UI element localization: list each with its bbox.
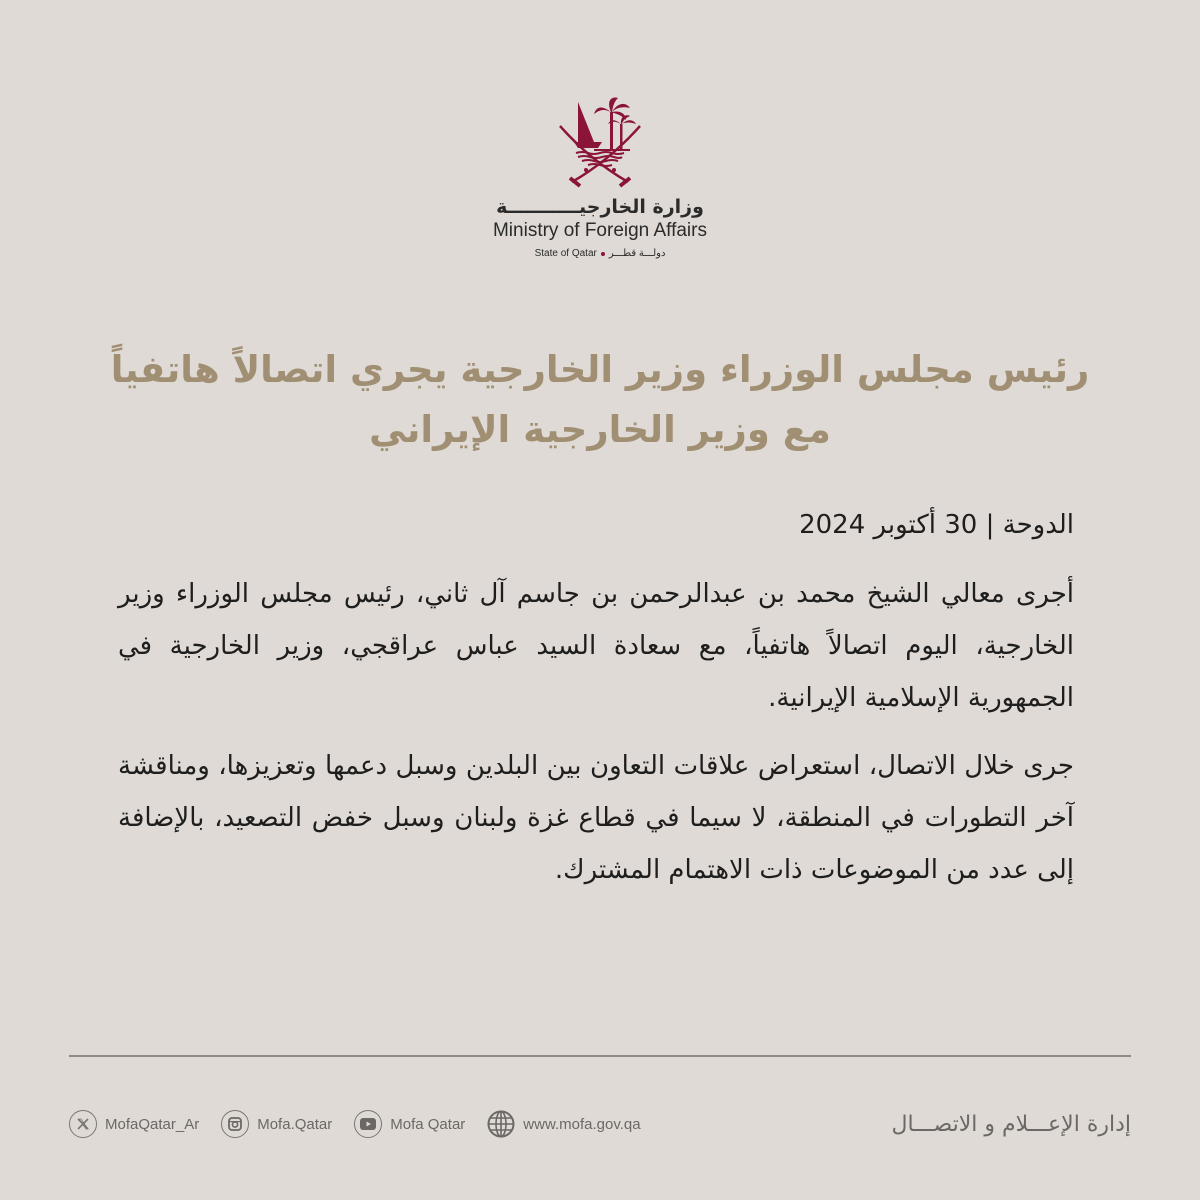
- ministry-name-arabic: وزارة الخارجيـــــــــــة: [496, 196, 704, 218]
- x-icon: [69, 1110, 97, 1138]
- social-link-website[interactable]: [487, 1110, 640, 1138]
- press-release-headline: [80, 340, 1120, 460]
- article-paragraph-1: أجرى معالي الشيخ محمد بن عبدالرحمن بن جاسم آل ثاني، رئيس مجلس الوزراء وزير الخارجية، اليوم اتصالاً هاتفياً، مع سعادة السيد عباس عراقجي، وزير الخارجية في الجمهورية الإسلامية الإيرانية.: [118, 579, 1074, 713]
- social-link-instagram[interactable]: [221, 1110, 332, 1138]
- headline-line-1: رئيس مجلس الوزراء وزير الخارجية يجري اتصالاً هاتفياً: [110, 348, 1090, 391]
- headline-line-2: مع وزير الخارجية الإيراني: [369, 408, 831, 451]
- article-paragraph-2: جرى خلال الاتصال، استعراض علاقات التعاون بين البلدين وسبل دعمها وتعزيزها، ومناقشة آخر التطورات في المنطقة، لا سيما في قطاع غزة ولبنان وسبل خفض التصعيد، بالإضافة إلى عدد من الموضوعات ذات الاهتمام المشترك.: [118, 751, 1074, 885]
- dateline: الدوحة | 30 أكتوبر 2024: [799, 510, 1074, 540]
- social-label-website: www.mofa.gov.qa: [523, 1115, 641, 1133]
- department-name: إدارة الإعـــلام و الاتصـــال: [891, 1111, 1131, 1137]
- globe-icon: [487, 1110, 515, 1138]
- separator-dot-icon: [601, 252, 605, 256]
- social-link-x[interactable]: [69, 1110, 199, 1138]
- ministry-logo: [0, 90, 1200, 259]
- social-links: [69, 1110, 641, 1138]
- qatar-emblem-icon: [550, 90, 650, 190]
- social-label-x: MofaQatar_Ar: [105, 1115, 200, 1133]
- state-label: [0, 248, 1200, 259]
- footer: [69, 1106, 1131, 1142]
- ministry-name-english: Ministry of Foreign Affairs: [492, 220, 707, 241]
- state-name-arabic: دولـــة قطـــر: [608, 248, 666, 259]
- state-name-english: State of Qatar: [534, 248, 597, 259]
- social-link-youtube[interactable]: [354, 1110, 465, 1138]
- footer-divider: [69, 1055, 1131, 1057]
- youtube-icon: [354, 1110, 382, 1138]
- article-body: [118, 500, 1074, 912]
- social-label-youtube: Mofa Qatar: [390, 1115, 466, 1133]
- instagram-icon: [221, 1110, 249, 1138]
- social-label-instagram: Mofa.Qatar: [257, 1115, 333, 1133]
